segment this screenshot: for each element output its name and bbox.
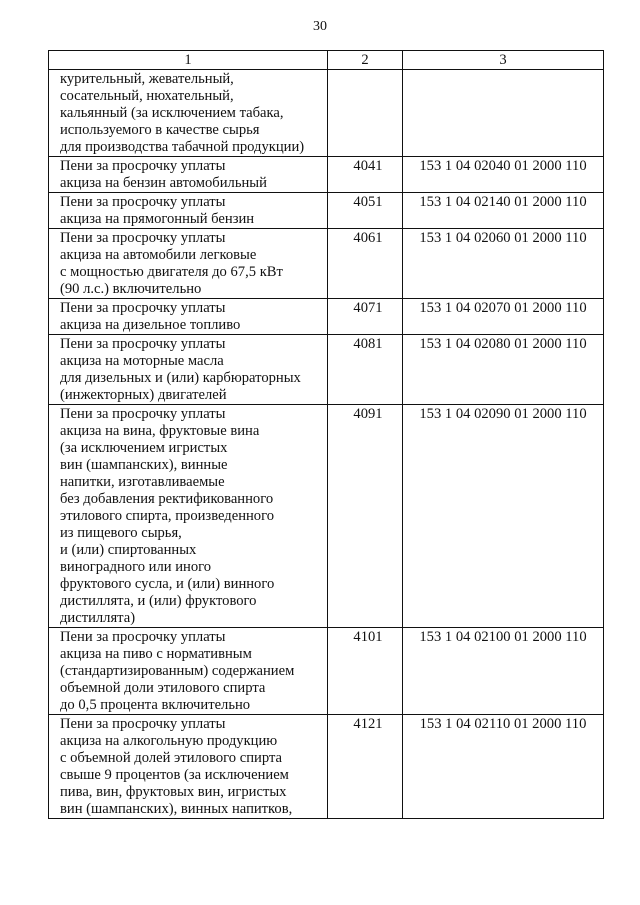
row-description bbox=[49, 405, 328, 628]
header-col-3: 3 bbox=[403, 51, 604, 70]
row-kbk-code: 153 1 04 02110 01 2000 110 bbox=[403, 715, 604, 819]
description-line: кальянный (за исключением табака, bbox=[60, 105, 284, 121]
description-line: (90 л.с.) включительно bbox=[60, 281, 202, 297]
table-row bbox=[49, 299, 604, 335]
description-line: вин (шампанских), винные bbox=[60, 457, 228, 473]
table-row bbox=[49, 229, 604, 299]
table-row bbox=[49, 70, 604, 157]
description-line: Пени за просрочку уплаты bbox=[60, 406, 226, 422]
description-line: виноградного или иного bbox=[60, 559, 212, 575]
description-line: (за исключением игристых bbox=[60, 440, 228, 456]
row-kbk-code: 153 1 04 02080 01 2000 110 bbox=[403, 335, 604, 405]
description-line: пива, вин, фруктовых вин, игристых bbox=[60, 784, 287, 800]
table-row bbox=[49, 157, 604, 193]
row-kbk-code bbox=[403, 70, 604, 157]
description-line: свыше 9 процентов (за исключением bbox=[60, 767, 289, 783]
table-row bbox=[49, 193, 604, 229]
description-line: Пени за просрочку уплаты bbox=[60, 300, 226, 316]
description-line: Пени за просрочку уплаты bbox=[60, 336, 226, 352]
description-line: акциза на вина, фруктовые вина bbox=[60, 423, 260, 439]
description-line: объемной доли этилового спирта bbox=[60, 680, 266, 696]
row-line-code: 4091 bbox=[328, 405, 403, 628]
description-line: акциза на пиво с нормативным bbox=[60, 646, 252, 662]
row-kbk-code: 153 1 04 02040 01 2000 110 bbox=[403, 157, 604, 193]
row-kbk-code: 153 1 04 02060 01 2000 110 bbox=[403, 229, 604, 299]
row-line-code: 4061 bbox=[328, 229, 403, 299]
row-kbk-code: 153 1 04 02090 01 2000 110 bbox=[403, 405, 604, 628]
description-line: этилового спирта, произведенного bbox=[60, 508, 275, 524]
row-description bbox=[49, 70, 328, 157]
row-line-code bbox=[328, 70, 403, 157]
row-description bbox=[49, 335, 328, 405]
header-col-1: 1 bbox=[49, 51, 328, 70]
row-line-code: 4051 bbox=[328, 193, 403, 229]
row-kbk-code: 153 1 04 02100 01 2000 110 bbox=[403, 628, 604, 715]
description-line: акциза на автомобили легковые bbox=[60, 247, 257, 263]
description-line: Пени за просрочку уплаты bbox=[60, 629, 226, 645]
description-line: акциза на прямогонный бензин bbox=[60, 211, 255, 227]
row-description bbox=[49, 157, 328, 193]
description-line: акциза на моторные масла bbox=[60, 353, 224, 369]
description-line: (инжекторных) двигателей bbox=[60, 387, 227, 403]
row-description bbox=[49, 193, 328, 229]
table-row bbox=[49, 335, 604, 405]
description-line: дистиллята, и (или) фруктового bbox=[60, 593, 257, 609]
description-line: курительный, жевательный, bbox=[60, 71, 234, 87]
row-line-code: 4121 bbox=[328, 715, 403, 819]
row-description bbox=[49, 229, 328, 299]
description-line: сосательный, нюхательный, bbox=[60, 88, 234, 104]
row-description bbox=[49, 715, 328, 819]
description-line: акциза на бензин автомобильный bbox=[60, 175, 267, 191]
row-kbk-code: 153 1 04 02140 01 2000 110 bbox=[403, 193, 604, 229]
row-line-code: 4071 bbox=[328, 299, 403, 335]
description-line: фруктового сусла, и (или) винного bbox=[60, 576, 275, 592]
table-row bbox=[49, 715, 604, 819]
description-line: с объемной долей этилового спирта bbox=[60, 750, 282, 766]
description-line: акциза на дизельное топливо bbox=[60, 317, 241, 333]
description-line: для производства табачной продукции) bbox=[60, 139, 305, 155]
row-kbk-code: 153 1 04 02070 01 2000 110 bbox=[403, 299, 604, 335]
row-line-code: 4041 bbox=[328, 157, 403, 193]
description-line: дистиллята) bbox=[60, 610, 136, 626]
description-line: используемого в качестве сырья bbox=[60, 122, 260, 138]
header-col-2: 2 bbox=[328, 51, 403, 70]
page-number: 30 bbox=[313, 19, 327, 34]
table-row bbox=[49, 405, 604, 628]
description-line: с мощностью двигателя до 67,5 кВт bbox=[60, 264, 283, 280]
description-line: и (или) спиртованных bbox=[60, 542, 197, 558]
description-line: напитки, изготавливаемые bbox=[60, 474, 225, 490]
description-line: без добавления ректификованного bbox=[60, 491, 274, 507]
description-line: акциза на алкогольную продукцию bbox=[60, 733, 278, 749]
row-line-code: 4101 bbox=[328, 628, 403, 715]
table-row bbox=[49, 628, 604, 715]
description-line: Пени за просрочку уплаты bbox=[60, 158, 226, 174]
description-line: Пени за просрочку уплаты bbox=[60, 716, 226, 732]
description-line: до 0,5 процента включительно bbox=[60, 697, 251, 713]
description-line: (стандартизированным) содержанием bbox=[60, 663, 295, 679]
description-line: для дизельных и (или) карбюраторных bbox=[60, 370, 301, 386]
description-line: Пени за просрочку уплаты bbox=[60, 194, 226, 210]
description-line: из пищевого сырья, bbox=[60, 525, 182, 541]
row-line-code: 4081 bbox=[328, 335, 403, 405]
row-description bbox=[49, 299, 328, 335]
table-header-row bbox=[49, 51, 604, 70]
kbk-table bbox=[48, 50, 604, 819]
description-line: вин (шампанских), винных напитков, bbox=[60, 801, 293, 817]
row-description bbox=[49, 628, 328, 715]
description-line: Пени за просрочку уплаты bbox=[60, 230, 226, 246]
